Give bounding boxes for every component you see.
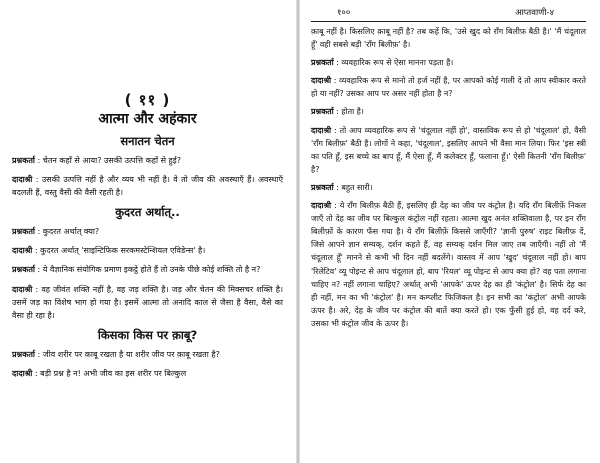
- dialogue-paragraph: [12, 263, 283, 276]
- dialogue-paragraph: [12, 225, 283, 238]
- dialogue-text: : कुदरत अर्थात् क्या?: [34, 227, 100, 237]
- speaker-label: प्रश्नकर्ता: [311, 107, 334, 117]
- dialogue-text: : चेतन कहाँ से आया? उसकी उत्पत्ति कहाँ से हुई?: [34, 156, 181, 165]
- page-header: [311, 6, 586, 22]
- chapter-number: ( ११ ): [124, 91, 171, 109]
- dialogue-paragraph: [12, 173, 283, 199]
- dialogue-paragraph: [12, 348, 283, 361]
- dialogue-text: : ये रॉंग बिलीफ़ बैठी हैं, इसलिए ही देह का जीव पर कंट्रोल है। यदि रॉंग बिलीफ़ें निकल जाएँ तो देह का जीव पर बिल्कुल कंट्रोल नहीं रहता। आत्मा खुद अनंत शक्तिवाला है, पर इन रॉंग बिलीफ़ों के कारण फँस गया है। ये रॉंग बिलीफ़ें किससे जाएँगी? 'ज्ञानी पुरुष' राइट बिलीफ़ दें, जिसे आपने ज्ञान सम्यक्, दर्शन कहते हैं, वह सम्यक् दर्शन मिल जाए तब जाएँगी। नहीं तो 'मैं चंदूलाल हूँ' मानने से कभी भी दिन नहीं बदलेंगे। वास्तव में आप 'खुद' चंदूलाल नहीं हो। बाप 'रिलेटिव' व्यू पोइन्ट से आप चंदूलाल हो, बाप 'रियल' व्यू पोइन्ट से आप क्या हो? वह पता लगाना चाहिए न? नहीं लगाना चाहिए? अर्थात् अभी 'आपके' ऊपर देह का ही 'कंट्रोल' है। सिर्फ देह का ही नहीं, मन का भी 'कंट्रोल' है। मन कम्प्लीट फिजिकल है। इन सभी का 'कंट्रोल' अभी आपके ऊपर है। अरे, देह के जीव पर कंट्रोल की बातें क्या करते हो। एक फुँसी हुई हो, वह दर्द करे, उसका भी कंट्रोल जीव के ऊपर है।: [311, 201, 586, 328]
- dialogue-paragraph: [311, 56, 586, 69]
- speaker-label: दादाश्री: [12, 246, 33, 256]
- speaker-label: दादाश्री: [311, 201, 332, 211]
- dialogue-paragraph: [12, 154, 283, 167]
- book-gutter: [296, 0, 300, 463]
- section-heading: किसका किस पर क़ाबू?: [97, 327, 198, 342]
- dialogue-text: : बहुत सारी।: [333, 182, 373, 192]
- speaker-label: प्रश्नकर्ता: [12, 265, 35, 275]
- right-page: [303, 0, 600, 463]
- speaker-label: प्रश्नकर्ता: [311, 58, 334, 68]
- section-heading: सनातन चेतन: [120, 134, 175, 148]
- dialogue-text: : व्यवहारिक रूप से ऐसा मानना पड़ता है।: [333, 58, 454, 68]
- dialogue-paragraph: [311, 105, 586, 118]
- speaker-label: प्रश्नकर्ता: [12, 349, 35, 359]
- speaker-label: प्रश्नकर्ता: [12, 156, 35, 165]
- dialogue-text: : जीव शरीर पर क़ाबू रखता है या शरीर जीव पर क़ाबू रखता है?: [34, 349, 220, 359]
- dialogue-paragraph: [12, 244, 283, 257]
- dialogue-text: : उसकी उत्पत्ति नहीं है और व्यय भी नहीं है। वे तो जीव की अवस्थाएँ हैं। अवस्थाएँ बदलती हैं, वस्तु वैसी की वैसी रहती है।: [12, 175, 283, 198]
- speaker-label: प्रश्नकर्ता: [12, 227, 35, 237]
- page-number: १००: [337, 8, 351, 18]
- dialogue-paragraph: [311, 181, 586, 194]
- dialogue-paragraph: [311, 199, 586, 330]
- dialogue-text: : ये वैज्ञानिक संयोगिक प्रमाण इकट्ठे होते हैं तो उनके पीछे कोई शक्ति तो है न?: [34, 265, 261, 275]
- dialogue-text: : व्यवहारिक रूप से मानो तो हर्ज नहीं है, पर आपको कोई गाली दे तो आप स्वीकार करते हो या नहीं? उसका आप पर असर नहीं होता है न?: [311, 76, 586, 99]
- chapter-title: आत्मा और अहंकार: [98, 111, 197, 127]
- dialogue-text: क़ाबू नहीं है। किसलिए क़ाबू नहीं है? तब कहें कि, 'उसे खुद को रॉंग बिलीफ़ बैठी है।' 'मैं चंदूलाल हूँ' वही सबसे बड़ी 'रॉंग बिलीफ़' है।: [311, 27, 586, 50]
- dialogue-text: : वह जीवंत शक्ति नहीं है, वह जड़ शक्ति है। जड़ और चेतन की मिक्सचर शक्ति है। उसमें जड़ का विशेष भाग हो गया है। इसमें आत्मा तो अनादि काल से जैसा है वैसा, वैसे का वैसा ही रहा है।: [12, 284, 283, 320]
- dialogue-text: : बड़ी प्रश्न है न! अभी जीव का इस शरीर पर बिल्कुल: [32, 368, 187, 378]
- dialogue-text: : तो आप व्यवहारिक रूप से 'चंदूलाल नहीं हो', वास्तविक रूप से हो 'चंदूलाल' हो, वैसी 'रॉंग बिलीफ़' बैठी है। लोगों ने कहा, 'चंदूलाल', इसलिए आपने भी वैसा मान लिया। फिर 'इस स्त्री का पति हूँ, इस बच्चे का बाप हूँ, मैं ऐसा हूँ, मैं कलेक्टर हूँ, फलाना हूँ।' ऐसी कितनी 'रॉंग बिलीफ़' है?: [311, 125, 586, 174]
- speaker-label: दादाश्री: [311, 76, 332, 86]
- speaker-label: दादाश्री: [12, 368, 33, 378]
- dialogue-paragraph: [311, 25, 586, 51]
- speaker-label: दादाश्री: [311, 125, 332, 135]
- left-page: [0, 0, 293, 463]
- running-title: आप्तवाणी-४: [515, 8, 554, 18]
- dialogue-paragraph: [12, 367, 283, 380]
- section-heading: कुदरत अर्थात्..: [115, 205, 180, 220]
- dialogue-text: : होता है।: [333, 107, 364, 117]
- dialogue-paragraph: [311, 124, 586, 176]
- speaker-label: दादाश्री: [12, 284, 33, 294]
- dialogue-paragraph: [311, 74, 586, 100]
- speaker-label: दादाश्री: [12, 175, 33, 185]
- dialogue-paragraph: [12, 283, 283, 322]
- dialogue-text: : कुदरत अर्थात् 'साइन्टिफिक सरकमस्टेन्शियल एविडेन्स' है।: [32, 246, 206, 256]
- speaker-label: प्रश्नकर्ता: [311, 182, 334, 192]
